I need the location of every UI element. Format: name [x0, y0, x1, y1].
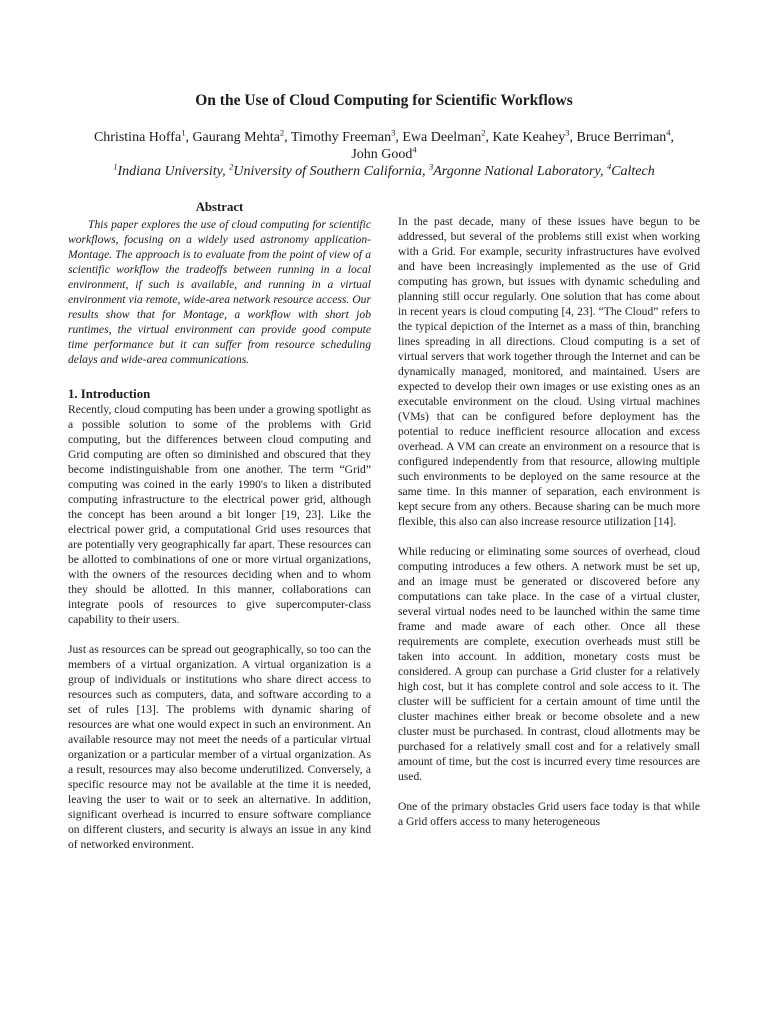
paper-title: On the Use of Cloud Computing for Scientific Workflows — [195, 92, 573, 109]
author — [290, 127, 403, 145]
affiliation-separator: , — [599, 164, 607, 179]
author-separator: , — [185, 130, 193, 145]
author-name: Kate Keahey — [492, 130, 566, 145]
affiliation — [229, 161, 429, 179]
affiliation-name: Caltech — [611, 164, 655, 179]
affiliation-mark: 4 — [606, 161, 612, 172]
body-paragraph: While reducing or eliminating some sources of overhead, cloud computing introduces a few others. A network must be set up, and an image must be generated or discovered before any computations can take place. In the case of a virtual cluster, several virtual nodes need to be launched within the same time frame and made aware of each other. Once all these requirements are complete, execution overheads must still be taken into account. In addition, monetary costs must be considered. A group can purchase a Grid cluster for a relatively high cost, but it has complete control and sole access to it. The cluster will be sufficient for a certain amount of time until the cluster machines either break or become obsolete and a new cluster must be purchased. In contrast, cloud allotments may be purchased for a relatively small cost and for a relatively small amount of time, but the cost is incurred every time resources are used. — [398, 545, 700, 783]
author-mark: 3 — [565, 127, 570, 138]
author-mark: 2 — [481, 127, 486, 138]
author-list — [80, 129, 688, 163]
author-mark: 3 — [391, 127, 396, 138]
affiliation — [113, 161, 230, 179]
affiliation — [428, 161, 607, 179]
affiliation-list — [40, 163, 728, 180]
right-column — [398, 214, 700, 829]
author-name: Timothy Freeman — [290, 130, 392, 145]
author-name: Ewa Deelman — [402, 130, 482, 145]
author-separator: , — [670, 130, 675, 145]
author-separator: , — [395, 130, 403, 145]
author-name: Gaurang Mehta — [192, 130, 280, 145]
author-name: John Good — [351, 147, 413, 162]
body-paragraph: Just as resources can be spread out geographically, so too can the members of a virtual organization. A virtual organization is a group of individuals or institutions who share direct access to resources such as computers, data, and software according to a set of rules [13]. The problems with dynamic sharing of resources are what one would expect in such an environment. An available resource may not meet the needs of a particular virtual organization or a particular member of a virtual organization. As a result, resources may also become underutilized. Conversely, a specific resource may not be available at the time it is needed, leaving the user to wait or to seek an alternative. In addition, significant overhead is incurred to ensure software compliance on different clusters, and security is always an issue in any kind of networked environment. — [68, 643, 371, 851]
affiliation-separator: , — [222, 164, 230, 179]
affiliation-name: Argonne National Laboratory — [433, 164, 600, 179]
author-name: Christina Hoffa — [93, 130, 182, 145]
body-paragraph: Recently, cloud computing has been under a growing spotlight as a possible solution to some of the problems with Grid computing, but the differences between cloud computing and Grid computing are often so diminished and obscured that they become indistinguishable from one another. The term “Grid” computing was coined in the early 1990's to liken a distributed computing infrastructure to the electrical power grid, although the concept has been around a bit longer [19, 23]. Like the electrical power grid, a computational Grid uses resources that are potentially very geographically far apart. These resources can be allotted to combinations of one or more virtual organizations, with the owners of the resources deciding when and to whom they should be allotted. In this manner, collaborations can integrate pools of resources to give supercomputer-class capability to their users. — [68, 403, 371, 626]
author-separator: , — [284, 130, 291, 145]
affiliation-separator: , — [421, 164, 429, 179]
affiliation-name: University of Southern California — [233, 164, 422, 179]
body-paragraph: In the past decade, many of these issues have begun to be addressed, but several of the problems still exist when working with a Grid. For example, security infrastructures have evolved and have been increasingly implemented as the use of Grid computing has grown, but issues with dynamic scheduling and planning still occur regularly. One solution that has come about in recent years is cloud computing [4, 23]. “The Cloud” refers to the typical depiction of the Internet as a mass of thin, branching lines spreading in all directions. Cloud computing is a set of virtual servers that work together through the Internet and can be dynamically managed, monitored, and maintained. Users are expected to develop their own images or use existing ones as an executable environment on the cloud. Using virtual machines (VMs) that can be configured before deployment has the potential to reduce inefficient resource allocation and excess overhead. A VM can create an environment on a resource that is configured independently from that resource, allowing multiple such environments to be deployed on the same resource at the same time. In this manner of separation, each environment is kept secure from any others. Because sharing can be much more flexible, this also can also increase resource utilization [14]. — [398, 215, 700, 528]
author-separator: , — [569, 130, 577, 145]
affiliation-mark: 3 — [428, 161, 434, 172]
body-paragraph: One of the primary obstacles Grid users face today is that while a Grid offers access to many heterogeneous — [398, 800, 700, 828]
affiliation — [606, 161, 655, 179]
author-name: Bruce Berriman — [576, 130, 667, 145]
abstract-text: This paper explores the use of cloud computing for scientific workflows, focusing on a widely used astronomy application-Montage. The approach is to evaluate from the point of view of a scientific workflow the tradeoffs between running in a local environment, if such is available, and running in a virtual environment via remote, wide-area network resource access. Our results show that for Montage, a workflow with short job runtimes, the virtual environment can provide good compute time performance but it can suffer from resource scheduling delays and wide-area communications. — [68, 218, 371, 366]
abstract-heading: Abstract — [195, 200, 244, 214]
author — [492, 127, 577, 145]
author-mark: 4 — [412, 144, 417, 155]
affiliation-name: Indiana University — [117, 164, 223, 179]
left-column — [68, 199, 371, 852]
author-mark: 4 — [666, 127, 671, 138]
author-mark: 1 — [181, 127, 186, 138]
affiliation-mark: 2 — [229, 161, 234, 172]
author — [402, 127, 493, 145]
section-heading-introduction: 1. Introduction — [68, 387, 151, 401]
author — [576, 127, 675, 145]
author-separator: , — [485, 130, 493, 145]
author — [351, 144, 417, 162]
affiliation-mark: 1 — [113, 161, 118, 172]
author — [192, 127, 291, 145]
author — [93, 127, 193, 145]
author-mark: 2 — [279, 127, 285, 138]
